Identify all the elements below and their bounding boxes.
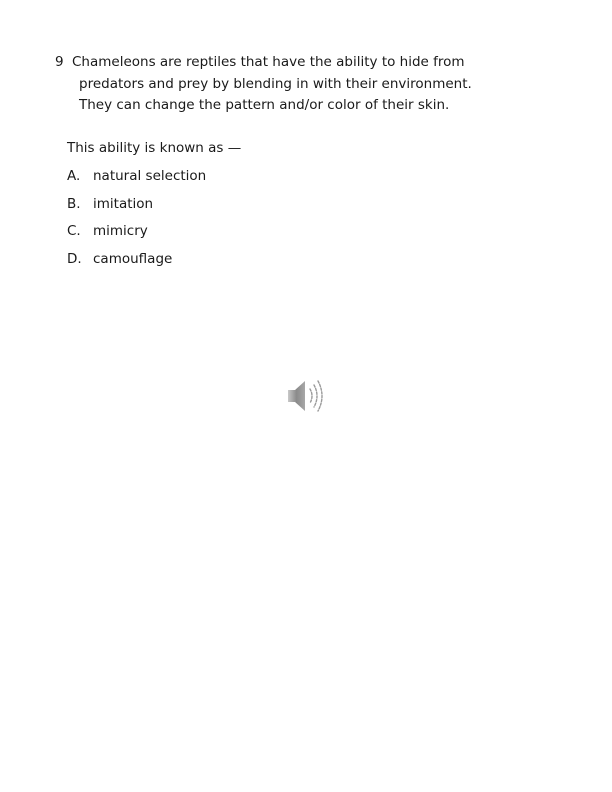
choice-text: imitation xyxy=(93,195,154,212)
question-text-3: They can change the pattern and/or color of their skin. xyxy=(79,97,450,113)
choice-d[interactable] xyxy=(67,250,206,278)
choice-text: mimicry xyxy=(93,223,148,240)
question-prompt: This ability is known as — xyxy=(67,140,242,156)
speaker-icon xyxy=(286,376,330,416)
choice-text: natural selection xyxy=(93,168,207,184)
audio-button[interactable] xyxy=(286,376,330,416)
choice-letter: A. xyxy=(67,168,81,184)
answer-choices xyxy=(67,167,206,278)
choice-letter: C. xyxy=(67,223,81,240)
choice-c[interactable] xyxy=(67,222,206,250)
question-text-2: predators and prey by blending in with their environment. xyxy=(79,75,472,92)
choice-a[interactable] xyxy=(67,167,206,195)
question-text-1: Chameleons are reptiles that have the ability to hide from xyxy=(72,54,465,70)
question-line-1 xyxy=(55,52,515,74)
choice-text: camouflage xyxy=(93,251,173,268)
choice-letter: D. xyxy=(67,251,82,268)
question-number: 9 xyxy=(55,54,64,70)
choice-letter: B. xyxy=(67,195,81,212)
choice-b[interactable] xyxy=(67,195,206,223)
question-stem xyxy=(55,52,515,117)
